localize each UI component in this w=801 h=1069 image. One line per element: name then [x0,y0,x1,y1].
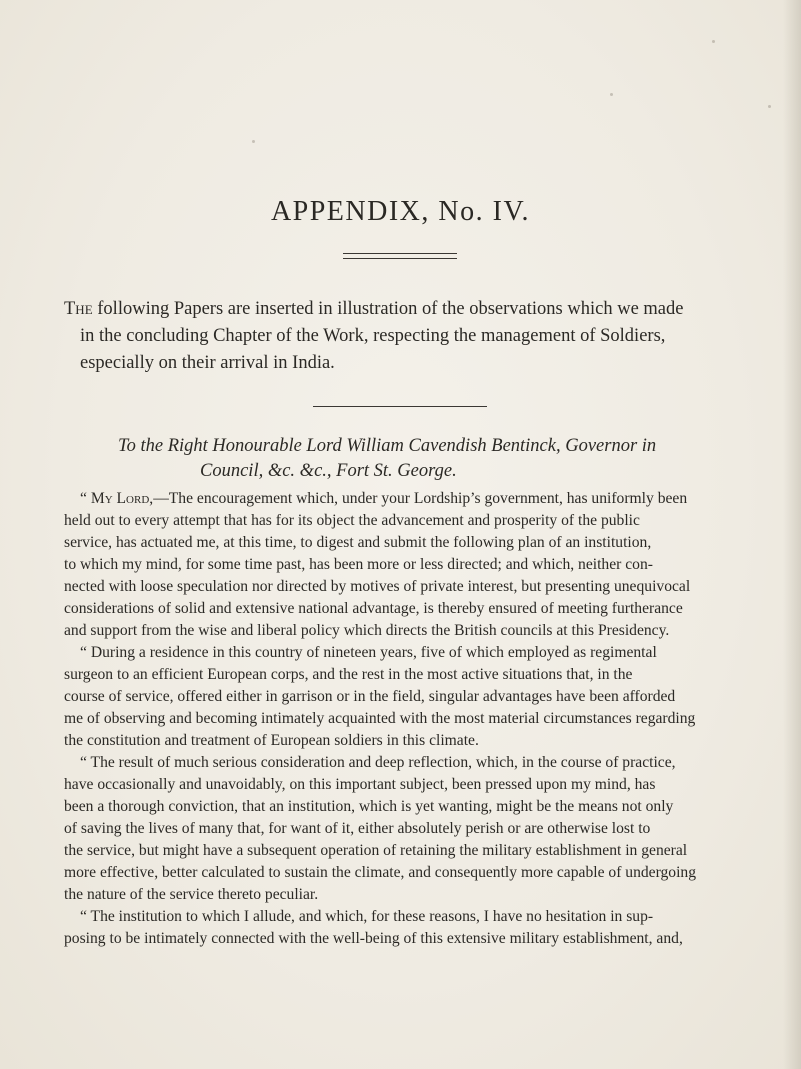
intro-line-3: especially on their arrival in India. [80,353,335,373]
paper-speck [768,105,771,108]
letter-line: surgeon to an efficient European corps, and the rest in the most active situations that, in the [64,666,633,683]
paper-speck [610,93,613,96]
letter-line: considerations of solid and extensive national advantage, is thereby ensured of meeting furtherance [64,600,683,617]
paper-speck [712,40,715,43]
letter-line: me of observing and becoming intimately acquainted with the most material circumstances regarding [64,710,696,727]
salutation: My Lord, [90,490,154,507]
letter-line: held out to every attempt that has for its object the advancement and prosperity of the public [64,512,640,529]
paper-speck [252,140,255,143]
letter-body [64,488,744,950]
addressee-line-1: To the Right Honourable Lord William Cavendish Bentinck, Governor in [118,436,657,456]
letter-line: “ The institution to which I allude, and which, for these reasons, I have no hesitation in sup- [80,908,654,925]
letter-line: “ The result of much serious consideration and deep reflection, which, in the course of practice, [80,754,676,771]
letter-line: “ During a residence in this country of nineteen years, five of which employed as regimental [80,644,657,661]
page-edge-shadow [783,0,801,1069]
letter-line: of saving the lives of many that, for want of it, either absolutely perish or are otherwise lost to [64,820,651,837]
letter-line: the constitution and treatment of European soldiers in this climate. [64,732,479,749]
intro-paragraph [64,296,744,377]
section-rule-divider [313,406,487,407]
letter-line: more effective, better calculated to sustain the climate, and consequently more capable of undergoing [64,864,697,881]
double-rule-divider [343,253,457,259]
letter-line: posing to be intimately connected with the well-being of this extensive military establishment, and, [64,930,683,947]
letter-line: service, has actuated me, at this time, to digest and submit the following plan of an institution, [64,534,652,551]
letter-line: the nature of the service thereto peculiar. [64,886,319,903]
addressee-line-2: Council, &c. &c., Fort St. George. [200,461,457,481]
letter-line: and support from the wise and liberal policy which directs the British councils at this Presidency. [64,622,670,639]
intro-line-2: in the concluding Chapter of the Work, respecting the management of Soldiers, [80,326,666,346]
letter-line: course of service, offered either in garrison or in the field, singular advantages have been afforded [64,688,676,705]
letter-line: “ My Lord,—The encouragement which, under your Lordship’s government, has uniformly been [80,490,688,507]
intro-line-1: The following Papers are inserted in illustration of the observations which we made [64,299,684,319]
letter-line: nected with loose speculation nor directed by motives of private interest, but presenting unequivocal [64,578,691,595]
intro-lead-word: The [64,299,93,319]
letter-line: the service, but might have a subsequent operation of retaining the military establishment in general [64,842,688,859]
page-title: APPENDIX, No. IV. [270,196,531,227]
letter-line: to which my mind, for some time past, has been more or less directed; and which, neither con- [64,556,653,573]
letter-line: been a thorough conviction, that an institution, which is yet wanting, might be the means not only [64,798,674,815]
letter-line: have occasionally and unavoidably, on this important subject, been pressed upon my mind, has [64,776,656,793]
